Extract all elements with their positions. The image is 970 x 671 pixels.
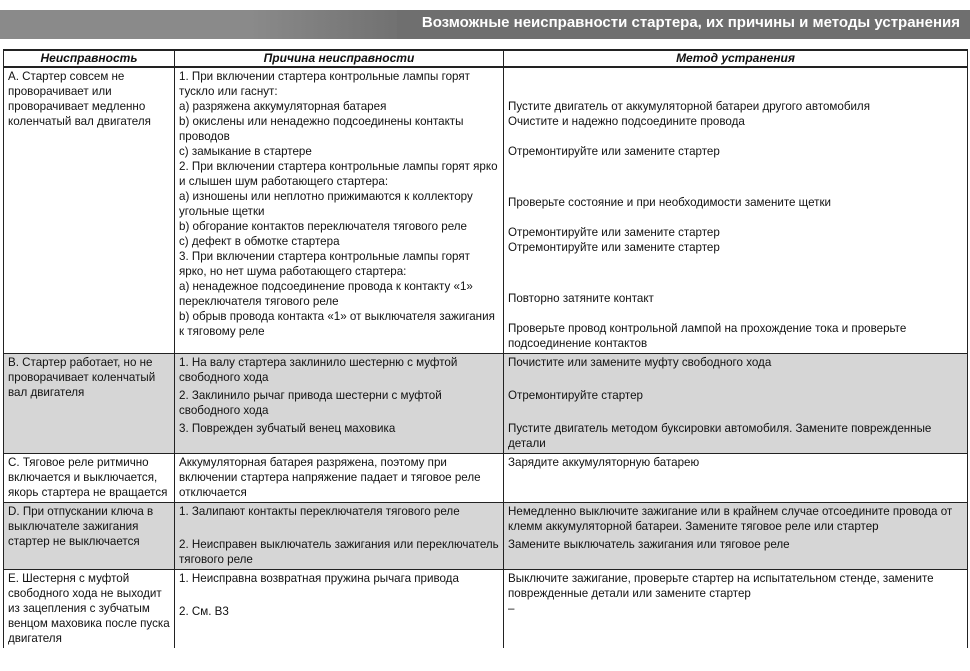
remedy-text: Почистите или замените муфту свободного хода <box>508 356 772 369</box>
fault-cell <box>4 354 175 454</box>
cause-cell <box>175 67 504 354</box>
fault-table <box>3 49 968 648</box>
cause-text: а) изношены или неплотно прижимаются к коллектору угольные щетки <box>179 190 473 218</box>
remedy-text: Повторно затяните контакт <box>508 292 654 305</box>
cause-text: b) обрыв провода контакта «1» от выключателя зажигания к тяговому реле <box>179 310 495 338</box>
fault-text: А. Стартер совсем не проворачивает или проворачивает медленно коленчатый вал двигателя <box>8 70 151 128</box>
table-header-row <box>4 50 968 67</box>
cause-text: а) ненадежное подсоединение провода к контакту «1» переключателя тягового реле <box>179 280 473 308</box>
remedy-text: Отремонтируйте или замените стартер <box>508 226 720 239</box>
cause-text: 2. См. В3 <box>179 605 229 618</box>
column-header-fault: Неисправность <box>4 50 175 67</box>
cause-text: с) дефект в обмотке стартера <box>179 235 340 248</box>
remedy-text: Проверьте состояние и при необходимости замените щетки <box>508 196 831 209</box>
cause-text: а) разряжена аккумуляторная батарея <box>179 100 387 113</box>
table-row <box>4 67 968 354</box>
fault-cell <box>4 67 175 354</box>
table-row <box>4 354 968 454</box>
cause-text: 2. При включении стартера контрольные лампы горят ярко и слышен шум работающего стартера: <box>179 160 498 188</box>
cause-cell <box>175 454 504 503</box>
remedy-cell <box>504 570 968 649</box>
cause-text: 1. Залипают контакты переключателя тягового реле <box>179 505 460 518</box>
cause-text: 2. Неисправен выключатель зажигания или переключатель тягового реле <box>179 538 499 566</box>
cause-text: 1. При включении стартера контрольные лампы горят тускло или гаснут: <box>179 70 470 98</box>
fault-text: С. Тяговое реле ритмично включается и выключается, якорь стартера не вращается <box>8 456 168 499</box>
cause-cell <box>175 570 504 649</box>
remedy-text: Отремонтируйте или замените стартер <box>508 241 720 254</box>
remedy-text: Пустите двигатель методом буксировки автомобиля. Замените поврежденные детали <box>508 422 932 450</box>
page-header <box>0 10 970 39</box>
cause-cell <box>175 503 504 570</box>
fault-text: В. Стартер работает, но не проворачивает коленчатый вал двигателя <box>8 356 156 399</box>
fault-text: D. При отпускании ключа в выключателе зажигания стартер не выключается <box>8 505 154 548</box>
remedy-text: Немедленно выключите зажигание или в крайнем случае отсоедините провода от клемм аккумуляторной батареи. Замените тяговое реле или стартер <box>508 505 953 533</box>
cause-text: 2. Заклинило рычаг привода шестерни с муфтой свободного хода <box>179 389 442 417</box>
cause-text: 1. Неисправна возвратная пружина рычага привода <box>179 572 459 585</box>
remedy-text: Проверьте провод контрольной лампой на прохождение тока и проверьте подсоединение контактов <box>508 322 907 350</box>
remedy-cell <box>504 503 968 570</box>
remedy-cell <box>504 67 968 354</box>
cause-text: 3. При включении стартера контрольные лампы горят ярко, но нет шума работающего стартера: <box>179 250 470 278</box>
remedy-text: Отремонтируйте стартер <box>508 389 643 402</box>
remedy-cell <box>504 354 968 454</box>
table-row <box>4 503 968 570</box>
remedy-text: Отремонтируйте или замените стартер <box>508 145 720 158</box>
cause-text: 1. На валу стартера заклинило шестерню с муфтой свободного хода <box>179 356 458 384</box>
cause-text: b) окислены или ненадежно подсоединены контакты проводов <box>179 115 464 143</box>
page-title: Возможные неисправности стартера, их причины и методы устранения <box>421 14 960 31</box>
remedy-text: Зарядите аккумуляторную батарею <box>508 456 700 469</box>
fault-cell <box>4 503 175 570</box>
fault-cell <box>4 454 175 503</box>
table-row <box>4 570 968 649</box>
cause-cell <box>175 354 504 454</box>
cause-text: Аккумуляторная батарея разряжена, поэтому при включении стартера напряжение падает и тяговое реле отключается <box>179 456 481 499</box>
remedy-text: Очистите и надежно подсоедините провода <box>508 115 745 128</box>
cause-text: с) замыкание в стартере <box>179 145 312 158</box>
column-header-cause: Причина неисправности <box>175 50 504 67</box>
header-gradient <box>250 10 410 39</box>
remedy-text: Пустите двигатель от аккумуляторной батареи другого автомобиля <box>508 100 870 113</box>
remedy-spacer <box>508 159 963 195</box>
remedy-text: Выключите зажигание, проверьте стартер на испытательном стенде, замените поврежденные детали или замените стартер <box>508 572 934 600</box>
fault-text: Е. Шестерня с муфтой свободного хода не выходит из зацепления с зубчатым венцом маховика после пуска двигателя <box>8 572 170 645</box>
remedy-text: – <box>508 602 515 615</box>
table-row <box>4 454 968 503</box>
remedy-cell <box>504 454 968 503</box>
cause-text: b) обгорание контактов переключателя тягового реле <box>179 220 467 233</box>
remedy-spacer <box>508 255 963 291</box>
fault-cell <box>4 570 175 649</box>
remedy-spacer <box>508 69 963 99</box>
cause-text: 3. Поврежден зубчатый венец маховика <box>179 422 396 435</box>
column-header-remedy: Метод устранения <box>504 50 968 67</box>
remedy-text: Замените выключатель зажигания или тяговое реле <box>508 538 790 551</box>
